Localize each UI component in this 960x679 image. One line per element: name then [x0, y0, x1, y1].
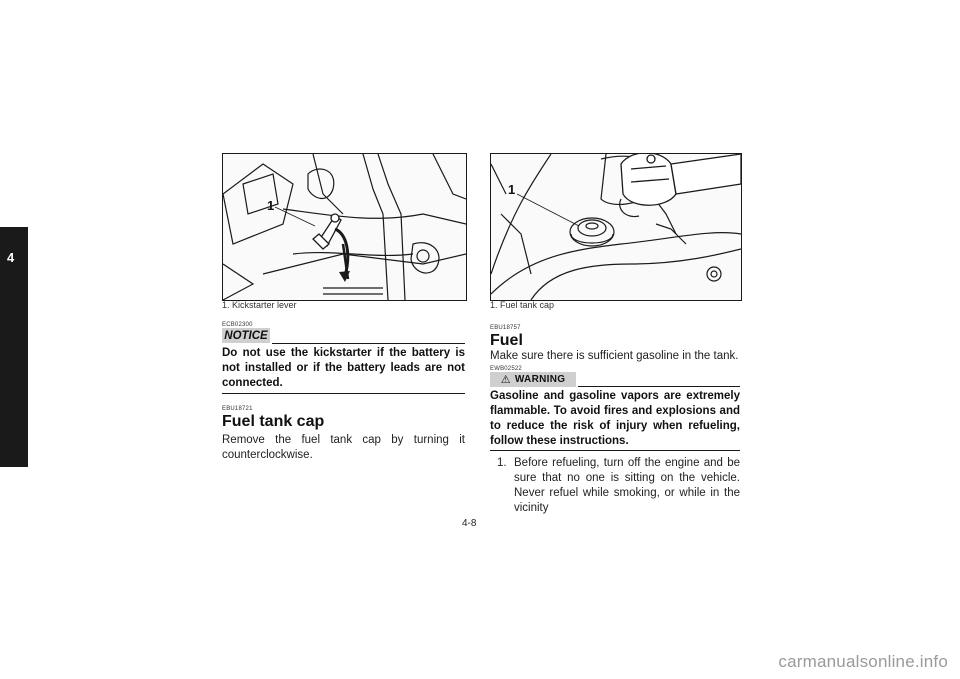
fuel-tank-cap-illustration — [490, 153, 742, 301]
kickstarter-callout: 1 — [267, 198, 275, 213]
warning-top-rule — [578, 386, 740, 387]
notice-bottom-rule — [222, 393, 465, 394]
kickstarter-caption: 1. Kickstarter lever — [222, 300, 297, 310]
warning-code: EWB02522 — [490, 366, 522, 372]
fuel-code: EBU18757 — [490, 325, 521, 331]
fuel-heading: Fuel — [490, 332, 523, 349]
fuel-cap-callout: 1 — [508, 182, 516, 197]
warning-badge-label: WARNING — [514, 374, 566, 385]
list-item-text: Before refueling, turn off the engine and be sure that no one is sitting on the vehicle. Never refuel while smoking, or while in the vicinity — [514, 457, 740, 514]
page-number: 4-8 — [462, 518, 477, 529]
fuel-cap-caption: 1. Fuel tank cap — [490, 300, 555, 310]
warning-bottom-rule — [490, 450, 740, 451]
fuel-tank-cap-code: EBU18721 — [222, 406, 253, 412]
warning-badge — [490, 372, 576, 387]
fuel-tank-cap-body: Remove the fuel tank cap by turning it counterclockwise. — [222, 434, 465, 461]
watermark: carmanualsonline.info — [778, 652, 948, 671]
notice-top-rule — [272, 343, 465, 344]
notice-text: Do not use the kickstarter if the battery is not installed or if the battery leads are not connected. — [222, 347, 465, 389]
notice-badge: NOTICE — [222, 328, 270, 343]
notice-code: ECB02300 — [222, 322, 253, 328]
chapter-tab — [0, 227, 28, 467]
kickstarter-drawing — [223, 154, 466, 300]
fuel-body: Make sure there is sufficient gasoline in the tank. — [490, 350, 739, 362]
list-item-number: 1. — [497, 457, 507, 469]
kickstarter-illustration — [222, 153, 467, 301]
chapter-tab-number: 4 — [7, 250, 15, 265]
warning-triangle-icon: ⚠ — [500, 374, 511, 386]
warning-text: Gasoline and gasoline vapors are extremely flammable. To avoid fires and explosions and to reduce the risk of injury when refueling, follow these instructions. — [490, 390, 740, 447]
fuel-tank-drawing — [491, 154, 741, 300]
fuel-tank-cap-heading: Fuel tank cap — [222, 413, 325, 430]
